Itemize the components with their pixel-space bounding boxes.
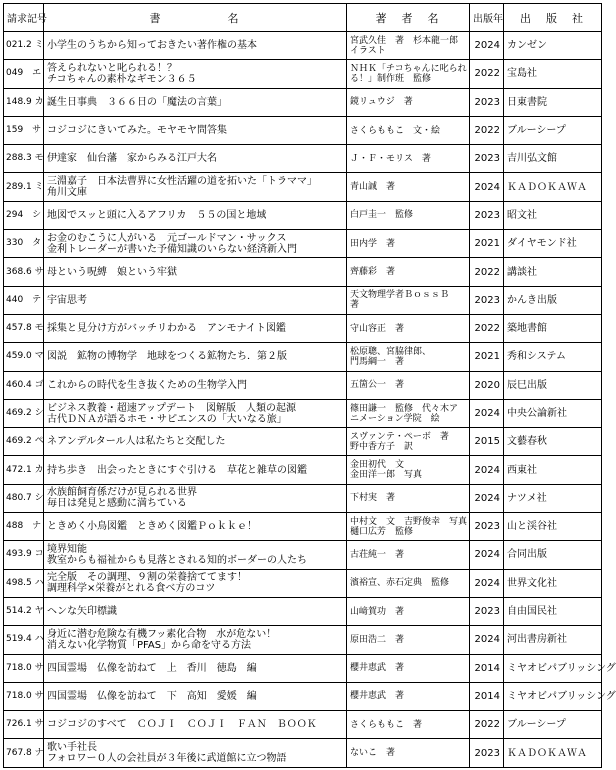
table-row <box>4 569 602 597</box>
publisher-cell: 西東社 <box>504 456 602 484</box>
author-cell <box>347 541 470 569</box>
title-cell-line: 小学生のうちから知っておきたい著作権の基本 <box>47 40 257 52</box>
publisher-cell: 合同出版 <box>504 541 602 569</box>
title-cell <box>44 116 347 144</box>
title-cell-line: 採集と見分け方がバッチリわかる アンモナイト図鑑 <box>47 323 286 335</box>
table-row <box>4 116 602 144</box>
call-number-cell: 480.7 シ <box>4 484 44 512</box>
publisher-cell: 宝島社 <box>504 60 602 88</box>
year-cell: 2022 <box>470 314 504 342</box>
author-cell <box>347 230 470 258</box>
publisher-cell: ＫＡＤＯＫＡＷＡ <box>504 739 602 767</box>
call-number-cell: 514.2 ヤ <box>4 597 44 625</box>
table-row <box>4 711 602 739</box>
title-cell <box>44 371 347 399</box>
author-cell-line: 下村実 著 <box>350 493 396 504</box>
publisher-cell: 日東書院 <box>504 88 602 116</box>
publisher-cell: 河出書房新社 <box>504 626 602 654</box>
year-cell: 2024 <box>470 173 504 201</box>
author-cell <box>347 258 470 286</box>
table-row <box>4 286 602 314</box>
title-cell-line: フォロワー０人の会社員が３年後に武道館に立つ物語 <box>47 753 287 765</box>
publisher-cell: 山と渓谷社 <box>504 513 602 541</box>
author-cell-line: 宮武久佳 著 杉本龍一郎 <box>350 35 459 46</box>
title-cell-line: 角川文庫 <box>47 187 87 199</box>
header-call-number: 請求記号 <box>4 4 44 32</box>
year-cell: 2023 <box>470 145 504 173</box>
call-number-cell: 718.0 サ <box>4 682 44 710</box>
author-cell-line: 門馬綱一 著 <box>350 356 405 367</box>
title-cell-line: 四国霊場 仏像を訪ねて 下 高知 愛媛 編 <box>47 690 257 702</box>
title-cell <box>44 145 347 173</box>
publisher-cell: 文藝春秋 <box>504 428 602 456</box>
table-row <box>4 60 602 88</box>
author-cell-line: 櫻井恵武 著 <box>350 663 405 674</box>
table-row <box>4 399 602 427</box>
table-row <box>4 32 602 60</box>
call-number-cell: 288.3 モ <box>4 145 44 173</box>
title-cell <box>44 399 347 427</box>
author-cell-line: スヴァンテ・ペーボ 著 <box>350 431 449 442</box>
publisher-cell: かんき出版 <box>504 286 602 314</box>
author-cell <box>347 32 470 60</box>
year-cell: 2023 <box>470 597 504 625</box>
table-row <box>4 343 602 371</box>
table-row <box>4 682 602 710</box>
header-publisher: 出 版 社 <box>504 4 602 32</box>
title-cell-line: チコちゃんの素朴なギモン３６５ <box>47 73 197 85</box>
title-cell-line: 毎日は発見と感動に満ちている <box>47 498 187 510</box>
call-number-cell: 330 タ <box>4 230 44 258</box>
publisher-cell: カンゼン <box>504 32 602 60</box>
author-cell-line: Ｊ・Ｆ・モリス 著 <box>350 153 431 164</box>
author-cell <box>347 428 470 456</box>
title-cell <box>44 428 347 456</box>
author-cell-line: 中村文 文 吉野俊幸 写真 <box>350 516 468 527</box>
title-cell-line: 図説 鉱物の博物学 地球をつくる鉱物たち．第２版 <box>47 351 287 363</box>
title-cell-line: 宇宙思考 <box>47 294 87 306</box>
publisher-cell: ブルーシープ <box>504 116 602 144</box>
title-cell <box>44 654 347 682</box>
author-cell-line: 樋口広芳 監修 <box>350 526 414 537</box>
title-cell <box>44 513 347 541</box>
year-cell: 2024 <box>470 626 504 654</box>
author-cell-line: 金田初代 文 <box>350 460 405 471</box>
year-cell: 2024 <box>470 456 504 484</box>
title-cell-line: コジコジのすべて ＣＯＪＩ ＣＯＪＩ ＦＡＮ ＢＯＯＫ <box>47 719 317 731</box>
call-number-cell: 460.4 ゴ <box>4 371 44 399</box>
table-row <box>4 626 602 654</box>
header-title: 書 名 <box>44 4 347 32</box>
table-row <box>4 513 602 541</box>
title-cell-line: 答えられないと叱られる！？ <box>47 62 177 74</box>
author-cell <box>347 513 470 541</box>
publisher-cell-line: ミヤオビパブリッ <box>507 690 587 702</box>
table-row <box>4 258 602 286</box>
header-row <box>4 4 602 32</box>
table-row <box>4 230 602 258</box>
year-cell: 2023 <box>470 88 504 116</box>
publisher-cell: 講談社 <box>504 258 602 286</box>
title-cell-line: 身近に潜む危険な有機フッ素化合物 水が危ない！ <box>47 628 277 640</box>
publisher-cell <box>504 682 616 710</box>
year-cell: 2024 <box>470 399 504 427</box>
author-cell-line: 著 <box>350 300 360 311</box>
book-rows <box>4 32 616 768</box>
title-cell <box>44 173 347 201</box>
call-number-cell: 488 ナ <box>4 513 44 541</box>
title-cell-line: これからの時代を生き抜くための生物学入門 <box>47 379 247 391</box>
table-row <box>4 739 602 767</box>
title-cell-line: 母という呪縛 娘という牢獄 <box>47 266 177 278</box>
publisher-cell-line: シング <box>586 662 616 674</box>
table-row <box>4 145 602 173</box>
author-cell-line: 五箇公一 著 <box>350 380 405 391</box>
author-cell <box>347 60 470 88</box>
title-cell <box>44 286 347 314</box>
publisher-cell: 築地書館 <box>504 314 602 342</box>
author-cell <box>347 484 470 512</box>
year-cell: 2024 <box>470 541 504 569</box>
title-cell <box>44 201 347 229</box>
table-row <box>4 484 602 512</box>
author-cell <box>347 711 470 739</box>
author-cell <box>347 116 470 144</box>
title-cell-line: 持ち歩き 出会ったときにすぐ引ける 草花と雑草の図鑑 <box>47 464 307 476</box>
title-cell-line: ときめく小鳥図鑑 ときめく図鑑Ｐｏｋｋｅ！ <box>47 521 257 533</box>
publisher-cell-line: シング <box>586 690 616 702</box>
title-cell <box>44 682 347 710</box>
table-row <box>4 541 602 569</box>
publisher-cell: 秀和システム <box>504 343 602 371</box>
author-cell-line: 金田洋一郎 写真 <box>350 470 423 481</box>
year-cell: 2021 <box>470 230 504 258</box>
call-number-cell: 440 テ <box>4 286 44 314</box>
title-cell <box>44 569 347 597</box>
title-cell-line: 歌い手社長 <box>47 742 97 754</box>
title-cell-line: 三淵嘉子 日本法曹界に女性活躍の道を拓いた「トラママ」 <box>47 176 317 188</box>
author-cell-line: 田内学 著 <box>350 238 396 249</box>
title-cell-line: 誕生日事典 ３６６日の「魔法の言葉」 <box>47 96 227 108</box>
title-cell <box>44 258 347 286</box>
author-cell-line: 松原聰、宮脇律郎、 <box>350 346 432 357</box>
table-row <box>4 654 602 682</box>
call-number-cell: 469.2 シ <box>4 399 44 427</box>
author-cell-line: ニメーション学院 絵 <box>350 413 440 424</box>
header-author: 著 者 名 <box>347 4 470 32</box>
title-cell-line: お金のむこうに人がいる 元ゴールドマン・サックス <box>47 232 287 244</box>
year-cell: 2024 <box>470 484 504 512</box>
title-cell-line: 完全版 その調理、９割の栄養捨ててます！ <box>47 572 247 584</box>
author-cell <box>347 597 470 625</box>
author-cell-line: 櫻井恵武 著 <box>350 691 405 702</box>
author-cell-line: 守山容正 著 <box>350 323 405 334</box>
author-cell <box>347 343 470 371</box>
table-row <box>4 428 602 456</box>
author-cell <box>347 173 470 201</box>
author-cell <box>347 626 470 654</box>
table-row <box>4 88 602 116</box>
table-row <box>4 597 602 625</box>
year-cell: 2014 <box>470 654 504 682</box>
call-number-cell: 459.0 マ <box>4 343 44 371</box>
author-cell-line: 篠田謙一 監修 代々木ア <box>350 403 459 414</box>
author-cell-line: 青山誠 著 <box>350 182 396 193</box>
year-cell: 2020 <box>470 371 504 399</box>
publisher-cell: ＫＡＤＯＫＡＷＡ <box>504 173 602 201</box>
title-cell <box>44 88 347 116</box>
year-cell: 2022 <box>470 258 504 286</box>
publisher-cell <box>504 654 616 682</box>
year-cell: 2022 <box>470 60 504 88</box>
title-cell <box>44 343 347 371</box>
author-cell-line: 濱裕宣、赤石定典 監修 <box>350 578 450 589</box>
author-cell <box>347 88 470 116</box>
call-number-cell: 148.9 カ <box>4 88 44 116</box>
call-number-cell: 289.1 ミ <box>4 173 44 201</box>
year-cell: 2014 <box>470 682 504 710</box>
author-cell <box>347 682 470 710</box>
author-cell <box>347 399 470 427</box>
book-list-table <box>3 3 616 768</box>
title-cell-line: ビジネス教養・超速アップデート 図解版 人類の起源 <box>47 402 296 414</box>
title-cell-line: ヘンな矢印標識 <box>47 606 117 618</box>
author-cell-line: ないこ 著 <box>350 748 396 759</box>
title-cell-line: 消えない化学物質「PFAS」から命を守る方法 <box>47 639 252 651</box>
year-cell: 2023 <box>470 739 504 767</box>
title-cell-line: 境界知能 <box>47 543 87 555</box>
author-cell-line: 齊藤彩 著 <box>350 267 396 278</box>
publisher-cell: ダイヤモンド社 <box>504 230 602 258</box>
title-cell <box>44 739 347 767</box>
author-cell-line: 原田浩二 著 <box>350 634 405 645</box>
year-cell: 2021 <box>470 343 504 371</box>
table-row <box>4 371 602 399</box>
title-cell-line: 地図でスッと頭に入るアフリカ ５５の国と地域 <box>47 209 267 221</box>
author-cell-line: さくらももこ 著 <box>350 719 423 730</box>
publisher-cell: 辰巳出版 <box>504 371 602 399</box>
call-number-cell: 159 サ <box>4 116 44 144</box>
title-cell <box>44 541 347 569</box>
author-cell-line: 山﨑賀功 著 <box>350 606 405 617</box>
header-year: 出版年 <box>470 4 504 32</box>
publisher-cell: 昭文社 <box>504 201 602 229</box>
author-cell-line: ＮＨＫ「チコちゃんに叱られ <box>350 63 467 74</box>
title-cell <box>44 60 347 88</box>
year-cell: 2023 <box>470 201 504 229</box>
publisher-cell: 自由国民社 <box>504 597 602 625</box>
author-cell <box>347 569 470 597</box>
title-cell <box>44 484 347 512</box>
author-cell-line: 古荘純一 著 <box>350 549 405 560</box>
author-cell <box>347 456 470 484</box>
title-cell-line: 古代ＤＮＡが語るホモ・サピエンスの「大いなる旅」 <box>47 413 287 425</box>
title-cell <box>44 456 347 484</box>
call-number-cell: 519.4 ハ <box>4 626 44 654</box>
call-number-cell: 294 シ <box>4 201 44 229</box>
title-cell <box>44 626 347 654</box>
title-cell-line: 調理科学×栄養がとれる食べ方のコツ <box>47 583 216 595</box>
call-number-cell: 767.8 ナ <box>4 739 44 767</box>
year-cell: 2024 <box>470 32 504 60</box>
year-cell: 2024 <box>470 569 504 597</box>
table-row <box>4 201 602 229</box>
author-cell <box>347 201 470 229</box>
title-cell <box>44 230 347 258</box>
publisher-cell: 吉川弘文館 <box>504 145 602 173</box>
title-cell-line: 伊達家 仙台藩 家からみる江戸大名 <box>47 153 217 165</box>
title-cell <box>44 314 347 342</box>
author-cell-line: 天文物理学者ＢｏｓｓＢ <box>350 290 450 301</box>
title-cell-line: ネアンデルタール人は私たちと交配した <box>47 436 226 448</box>
publisher-cell: 中央公論新社 <box>504 399 602 427</box>
author-cell <box>347 145 470 173</box>
call-number-cell: 457.8 モ <box>4 314 44 342</box>
call-number-cell: 726.1 サ <box>4 711 44 739</box>
year-cell: 2022 <box>470 116 504 144</box>
title-cell-line: コジコジにきいてみた。モヤモヤ問答集 <box>47 125 227 137</box>
table-row <box>4 314 602 342</box>
publisher-cell: ナツメ社 <box>504 484 602 512</box>
publisher-cell-line: ミヤオビパブリッ <box>507 662 587 674</box>
author-cell <box>347 286 470 314</box>
author-cell <box>347 371 470 399</box>
publisher-cell: ブルーシープ <box>504 711 602 739</box>
author-cell <box>347 314 470 342</box>
title-cell-line: 水族館飼育係だけが見られる世界 <box>47 487 197 499</box>
call-number-cell: 021.2 ミ <box>4 32 44 60</box>
call-number-cell: 368.6 サ <box>4 258 44 286</box>
year-cell: 2023 <box>470 513 504 541</box>
author-cell <box>347 654 470 682</box>
title-cell-line: 教室からも福祉からも見落とされる知的ボーダーの人たち <box>47 554 307 566</box>
title-cell-line: 金利トレーダーが書いた予備知識のいらない経済新入門 <box>47 243 297 255</box>
publisher-cell: 世界文化社 <box>504 569 602 597</box>
author-cell <box>347 739 470 767</box>
year-cell: 2023 <box>470 286 504 314</box>
title-cell <box>44 597 347 625</box>
call-number-cell: 472.1 カ <box>4 456 44 484</box>
author-cell-line: る！」制作班 監修 <box>350 73 432 84</box>
table-row <box>4 173 602 201</box>
author-cell-line: さくらももこ 文・絵 <box>350 125 441 136</box>
call-number-cell: 493.9 コ <box>4 541 44 569</box>
call-number-cell: 718.0 サ <box>4 654 44 682</box>
author-cell-line: 鏡リュウジ 著 <box>350 97 413 108</box>
author-cell-line: 野中香方子 訳 <box>350 441 414 452</box>
author-cell-line: 白戸圭一 監修 <box>350 210 414 221</box>
year-cell: 2015 <box>470 428 504 456</box>
table-row <box>4 456 602 484</box>
year-cell: 2022 <box>470 711 504 739</box>
call-number-cell: 498.5 ハ <box>4 569 44 597</box>
title-cell <box>44 711 347 739</box>
call-number-cell: 049 エ <box>4 60 44 88</box>
call-number-cell: 469.2 ペ <box>4 428 44 456</box>
title-cell-line: 四国霊場 仏像を訪ねて 上 香川 徳島 編 <box>47 662 257 674</box>
author-cell-line: イラスト <box>350 45 386 56</box>
title-cell <box>44 32 347 60</box>
